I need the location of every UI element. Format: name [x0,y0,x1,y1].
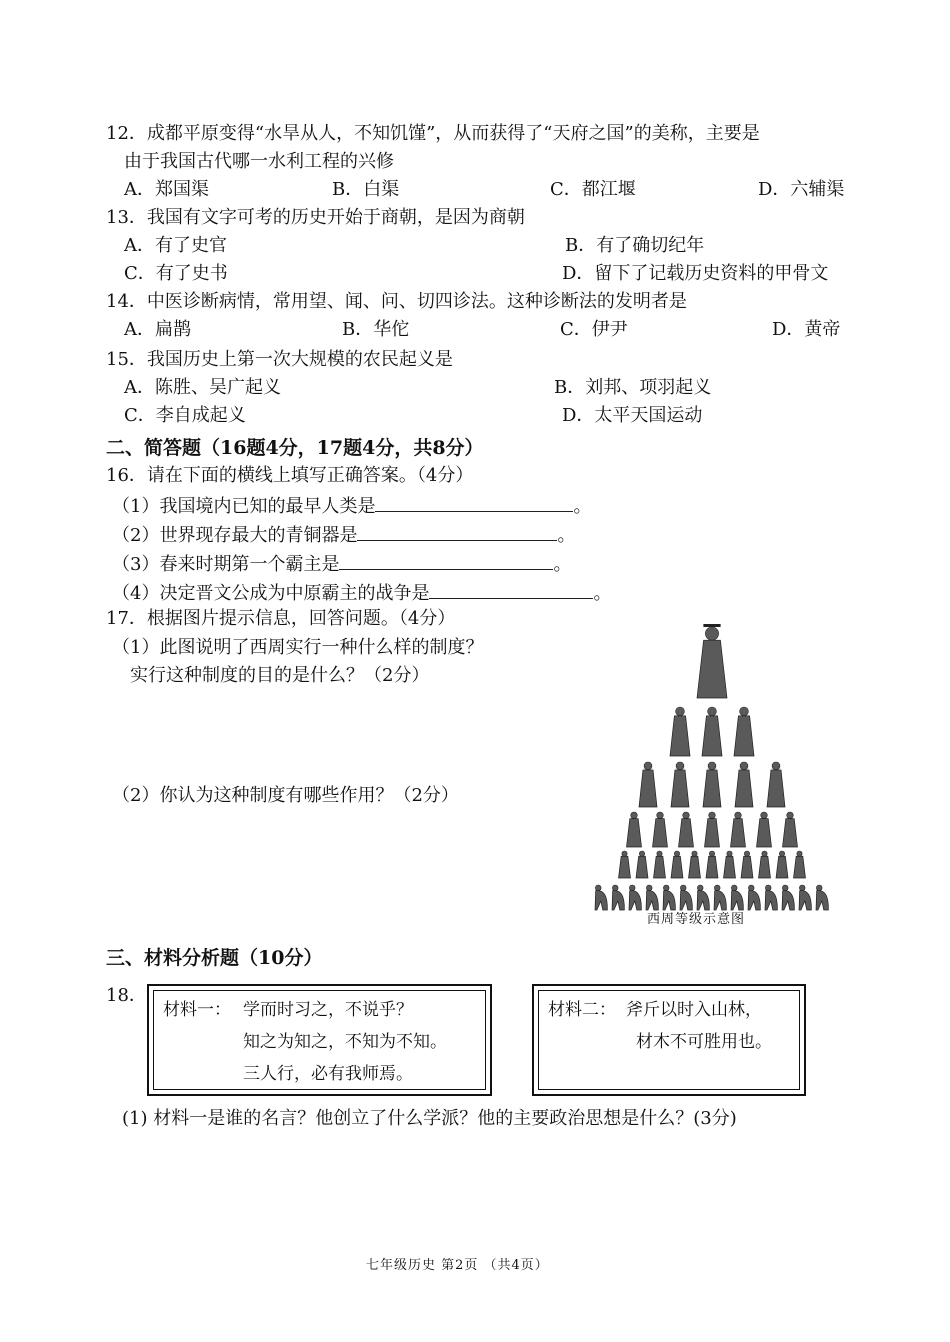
figure-scholar [653,812,668,847]
q14-option-d: D．黄帝 [772,319,841,340]
q17-part1-line1: （1）此图说明了西周实行一种什么样的制度？ [112,637,484,658]
figure-king [697,624,727,698]
q12-option-d: D．六辅渠 [758,179,845,200]
figure-slave [680,885,692,910]
figure-commoner [724,851,736,878]
figure-commoner [741,851,753,878]
figure-slave [646,885,658,910]
figure-slave [714,885,726,910]
figure-slave [663,885,675,910]
figure-slave [595,885,607,910]
q15-stem: 15．我国历史上第一次大规模的农民起义是 [106,349,453,370]
q16-item-3-label: （3）春来时期第一个霸主是 [112,554,340,575]
figure-slave [765,885,777,910]
q16-item-3-end: 。 [553,554,572,575]
figure-slave [612,885,624,910]
q14-option-b: B．华佗 [342,319,410,340]
q16-stem: 16．请在下面的横线上填写正确答案。（4分） [106,465,474,486]
q17-part2: （2）你认为这种制度有哪些作用？（2分） [112,785,459,806]
figure-commoner [794,851,806,878]
q12-option-a: A．郑国渠 [124,179,209,200]
answer-blank-4[interactable] [429,580,593,599]
q15-option-d: D．太平天国运动 [562,405,703,426]
q18-number: 18． [106,985,147,1006]
q16-item-3 [112,551,571,577]
q18-question-1: (1) 材料一是谁的名言？他创立了什么学派？他的主要政治思想是什么？(3分) [122,1108,737,1129]
figure-slave [816,885,828,910]
q12-option-c: C．都江堰 [550,179,636,200]
answer-blank-1[interactable] [375,493,573,512]
figure-scholar [627,812,642,847]
q13-option-d: D．留下了记载历史资料的甲骨文 [562,263,829,284]
q13-option-a: A．有了史官 [124,235,227,256]
answer-blank-3[interactable] [339,551,553,570]
figure-commoner [619,851,631,878]
figure-slave [748,885,760,910]
figure-scholar [731,812,746,847]
material-1-line-1: 学而时习之，不说乎？ [243,1000,413,1020]
figure-official [767,762,785,807]
figure-scholar [705,812,720,847]
figure-slave [782,885,794,910]
figure-commoner [671,851,683,878]
material-1-line-2: 知之为知之，不知为不知。 [243,1032,447,1052]
q12-stem-line1: 12．成都平原变得“水旱从人，不知饥馑”，从而获得了“天府之国”的美称，主要是 [106,123,760,144]
figure-scholar [679,812,694,847]
figure-official [671,762,689,807]
q13-option-b: B．有了确切纪年 [565,235,705,256]
figure-slave [799,885,811,910]
q14-stem: 14．中医诊断病情，常用望、闻、问、切四诊法。这种诊断法的发明者是 [106,291,687,312]
section2-heading: 二、简答题（16题4分，17题4分，共8分） [106,437,484,459]
figure-scholar [783,812,798,847]
figure-commoner [759,851,771,878]
material-1-line-3: 三人行，必有我师焉。 [243,1064,413,1084]
material-1-title: 材料一： [163,1000,231,1020]
q13-stem: 13．我国有文字可考的历史开始于商朝，是因为商朝 [106,207,525,228]
material-2-line-2: 材木不可胜用也。 [636,1032,772,1052]
figure-slave [731,885,743,910]
figure-scholar [757,812,772,847]
q16-item-4 [112,580,611,606]
q13-option-c: C．有了史书 [124,263,228,284]
material-1-box [147,984,492,1096]
page-footer: 七年级历史 第2页 （共4页） [366,1258,549,1273]
figure-caption: 西周等级示意图 [647,912,746,927]
q12-stem-line2: 由于我国古代哪一水利工程的兴修 [124,151,394,172]
figure-slave [629,885,641,910]
material-2-title: 材料二： [548,1000,616,1020]
q16-item-1 [112,493,591,519]
q12-option-b: B．白渠 [332,179,400,200]
figure-rows [595,624,828,910]
answer-blank-2[interactable] [357,522,557,541]
figure-commoner [689,851,701,878]
material-2-box [532,984,806,1096]
material-2-line-1: 斧斤以时入山林， [626,1000,762,1020]
figure-official [735,762,753,807]
q15-option-a: A．陈胜、吴广起义 [124,377,281,398]
figure-commoner [706,851,718,878]
q16-item-1-end: 。 [573,496,592,517]
figure-commoner [776,851,788,878]
figure-noble [734,707,754,756]
figure-commoner [654,851,666,878]
figure-commoner [636,851,648,878]
q14-option-c: C．伊尹 [560,319,628,340]
q14-option-a: A．扁鹊 [124,319,191,340]
q15-option-c: C．李自成起义 [124,405,246,426]
q16-item-2-label: （2）世界现存最大的青铜器是 [112,525,358,546]
q16-item-4-label: （4）决定晋文公成为中原霸主的战争是 [112,583,430,604]
figure-noble [702,707,722,756]
figure-noble [670,707,690,756]
figure-official [639,762,657,807]
q16-item-4-end: 。 [593,583,612,604]
section3-heading: 三、材料分析题（10分） [106,947,323,969]
hierarchy-pyramid-figure [585,618,840,918]
q17-stem: 17．根据图片提示信息，回答问题。（4分） [106,608,456,629]
figure-slave [697,885,709,910]
q15-option-b: B．刘邦、项羽起义 [554,377,712,398]
q16-item-1-label: （1）我国境内已知的最早人类是 [112,496,376,517]
figure-official [703,762,721,807]
q16-item-2-end: 。 [557,525,576,546]
q16-item-2 [112,522,575,548]
q17-part1-line2: 实行这种制度的目的是什么？（2分） [130,665,430,686]
